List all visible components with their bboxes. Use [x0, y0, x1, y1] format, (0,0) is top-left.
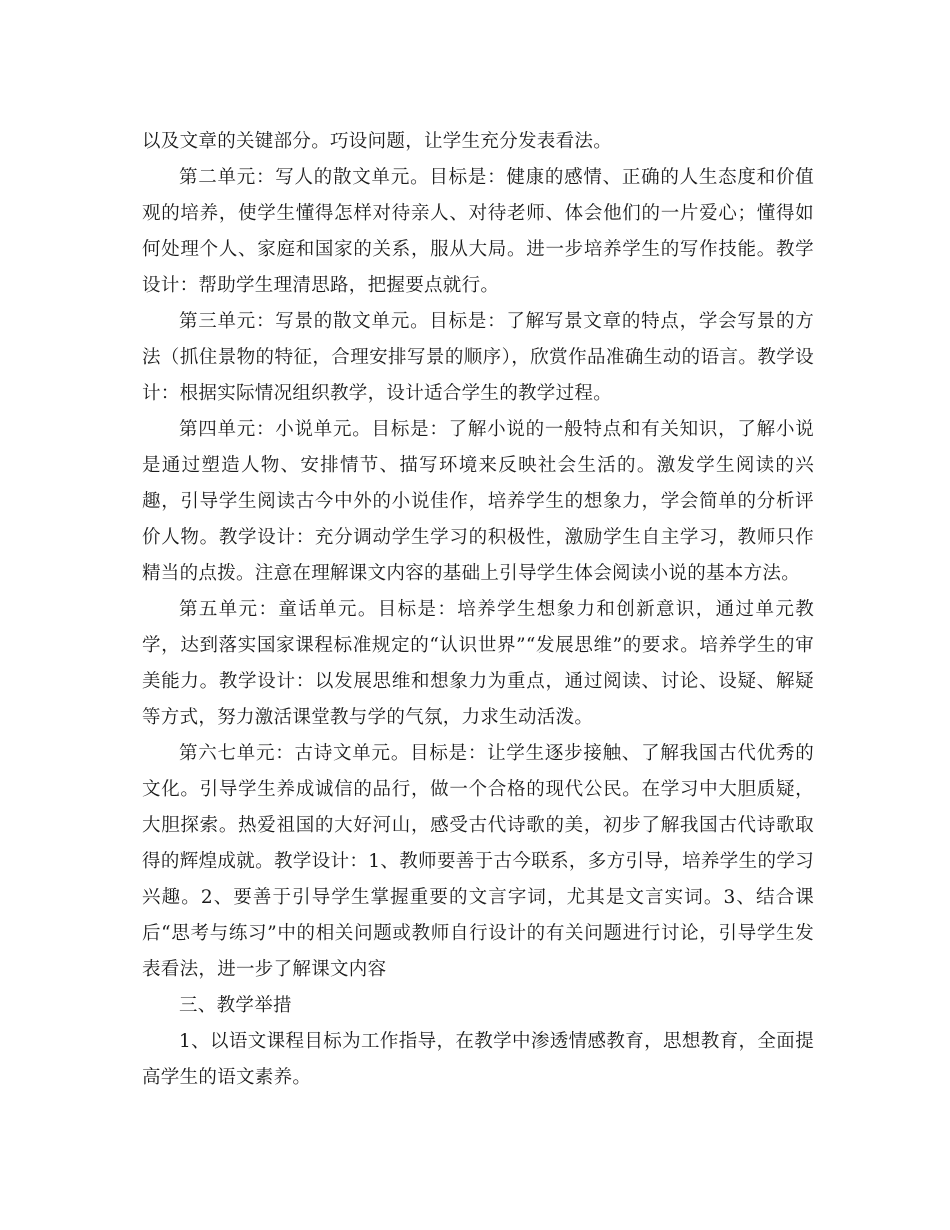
paragraph-unit-four: 第四单元：小说单元。目标是：了解小说的一般特点和有关知识，了解小说是通过塑造人物、安排情节、描写环境来反映社会生活的。激发学生阅读的兴趣，引导学生阅读古今中外的小说佳作，培养学生的想象力，学会简单的分析评价人物。教学设计：充分调动学生学习的积极性，激励学生自主学习，教师只作精当的点拨。注意在理解课文内容的基础上引导学生体会阅读小说的基本方法。	[142, 419, 814, 584]
paragraph-measure-one: 1、以语文课程目标为工作指导，在教学中渗透情感教育，思想教育，全面提高学生的语文素养。	[142, 1031, 814, 1088]
section-heading-teaching-measures: 三、教学举措	[179, 995, 292, 1016]
paragraph-unit-two: 第二单元：写人的散文单元。目标是：健康的感情、正确的人生态度和价值观的培养，使学生懂得怎样对待亲人、对待老师、体会他们的一片爱心；懂得如何处理个人、家庭和国家的关系，服从大局。进一步培养学生的写作技能。教学设计：帮助学生理清思路，把握要点就行。	[142, 167, 814, 296]
document-body	[142, 124, 814, 1096]
paragraph-unit-three: 第三单元：写景的散文单元。目标是：了解写景文章的特点，学会写景的方法（抓住景物的特征，合理安排写景的顺序），欣赏作品准确生动的语言。教学设计：根据实际情况组织教学，设计适合学生的教学过程。	[142, 311, 814, 404]
paragraph-unit-five: 第五单元：童话单元。目标是：培养学生想象力和创新意识，通过单元教学，达到落实国家课程标准规定的“认识世界”“发展思维”的要求。培养学生的审美能力。教学设计：以发展思维和想象力为重点，通过阅读、讨论、设疑、解疑等方式，努力激活课堂教与学的气氛，力求生动活泼。	[142, 599, 814, 728]
paragraph-continuation: 以及文章的关键部分。巧设问题，让学生充分发表看法。	[142, 131, 613, 152]
paragraph-unit-six-seven: 第六七单元：古诗文单元。目标是：让学生逐步接触、了解我国古代优秀的文化。引导学生养成诚信的品行，做一个合格的现代公民。在学习中大胆质疑，大胆探索。热爱祖国的大好河山，感受古代诗歌的美，初步了解我国古代诗歌取得的辉煌成就。教学设计：1、教师要善于古今联系，多方引导，培养学生的学习兴趣。2、要善于引导学生掌握重要的文言字词，尤其是文言实词。3、结合课后“思考与练习”中的相关问题或教师自行设计的有关问题进行讨论，引导学生发表看法，进一步了解课文内容	[142, 743, 814, 980]
